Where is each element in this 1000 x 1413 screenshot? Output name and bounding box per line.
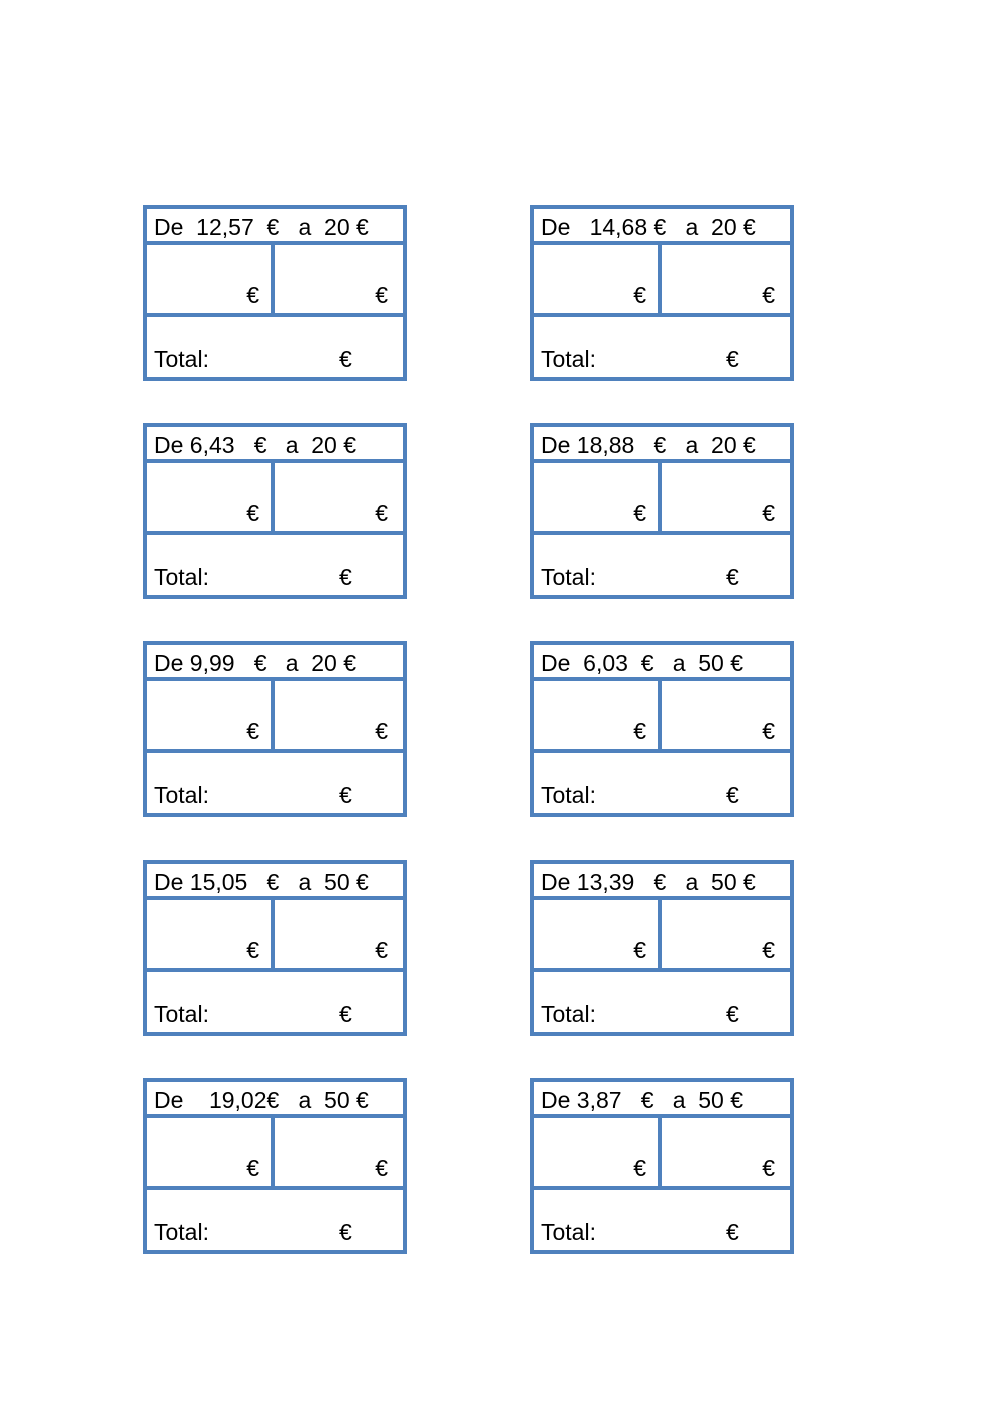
card-header-text: De 9,99 € a 20 €: [154, 650, 357, 676]
amount-cell-left[interactable]: [534, 245, 658, 313]
total-row[interactable]: [534, 972, 790, 1032]
currency-symbol: €: [246, 282, 259, 308]
amount-cell-right[interactable]: [275, 245, 403, 313]
total-currency-symbol: €: [726, 1001, 739, 1027]
card-amount-row: [147, 463, 403, 535]
card-amount-row: [534, 681, 790, 753]
total-currency-symbol: €: [726, 782, 739, 808]
currency-symbol: €: [375, 718, 388, 744]
total-row[interactable]: [534, 535, 790, 595]
card-amount-row: [147, 900, 403, 972]
card-header: [147, 645, 403, 681]
currency-symbol: €: [633, 718, 646, 744]
amount-cell-right[interactable]: [275, 1118, 403, 1186]
amount-cell-left[interactable]: [147, 245, 271, 313]
total-currency-symbol: €: [339, 1001, 352, 1027]
total-row[interactable]: [147, 753, 403, 813]
currency-symbol: €: [246, 500, 259, 526]
money-card-4: [530, 423, 794, 599]
money-card-1: [143, 205, 407, 381]
card-header: [534, 1082, 790, 1118]
currency-symbol: €: [762, 937, 775, 963]
total-row[interactable]: [147, 972, 403, 1032]
currency-symbol: €: [762, 718, 775, 744]
card-header-text: De 14,68 € a 20 €: [541, 214, 756, 240]
card-header-text: De 3,87 € a 50 €: [541, 1087, 744, 1113]
currency-symbol: €: [762, 282, 775, 308]
currency-symbol: €: [633, 937, 646, 963]
card-header: [534, 864, 790, 900]
card-header: [147, 427, 403, 463]
card-amount-row: [534, 900, 790, 972]
amount-cell-left[interactable]: [534, 900, 658, 968]
card-header-text: De 6,03 € a 50 €: [541, 650, 744, 676]
total-currency-symbol: €: [339, 1219, 352, 1245]
money-card-9: [143, 1078, 407, 1254]
card-amount-row: [147, 681, 403, 753]
total-row[interactable]: [534, 317, 790, 377]
currency-symbol: €: [375, 500, 388, 526]
total-label: Total:: [541, 782, 596, 808]
amount-cell-right[interactable]: [275, 681, 403, 749]
money-card-6: [530, 641, 794, 817]
card-amount-row: [534, 1118, 790, 1190]
amount-cell-left[interactable]: [147, 900, 271, 968]
card-header: [534, 645, 790, 681]
amount-cell-left[interactable]: [534, 1118, 658, 1186]
total-label: Total:: [541, 1219, 596, 1245]
card-header-text: De 19,02€ a 50 €: [154, 1087, 369, 1113]
currency-symbol: €: [375, 937, 388, 963]
currency-symbol: €: [246, 1155, 259, 1181]
amount-cell-left[interactable]: [147, 1118, 271, 1186]
currency-symbol: €: [762, 500, 775, 526]
total-label: Total:: [154, 1001, 209, 1027]
currency-symbol: €: [375, 1155, 388, 1181]
currency-symbol: €: [633, 500, 646, 526]
amount-cell-left[interactable]: [147, 463, 271, 531]
money-card-8: [530, 860, 794, 1036]
total-currency-symbol: €: [339, 346, 352, 372]
card-amount-row: [147, 1118, 403, 1190]
amount-cell-right[interactable]: [662, 463, 790, 531]
amount-cell-left[interactable]: [534, 681, 658, 749]
amount-cell-right[interactable]: [662, 245, 790, 313]
money-card-3: [143, 423, 407, 599]
card-amount-row: [147, 245, 403, 317]
money-card-10: [530, 1078, 794, 1254]
total-row[interactable]: [147, 535, 403, 595]
total-currency-symbol: €: [339, 782, 352, 808]
total-label: Total:: [154, 1219, 209, 1245]
total-label: Total:: [154, 346, 209, 372]
card-header-text: De 18,88 € a 20 €: [541, 432, 756, 458]
money-card-2: [530, 205, 794, 381]
amount-cell-right[interactable]: [275, 463, 403, 531]
currency-symbol: €: [246, 718, 259, 744]
total-label: Total:: [541, 1001, 596, 1027]
money-card-5: [143, 641, 407, 817]
total-label: Total:: [541, 564, 596, 590]
card-header: [147, 1082, 403, 1118]
total-label: Total:: [541, 346, 596, 372]
amount-cell-right[interactable]: [662, 681, 790, 749]
currency-symbol: €: [375, 282, 388, 308]
card-header-text: De 13,39 € a 50 €: [541, 869, 756, 895]
total-label: Total:: [154, 564, 209, 590]
total-row[interactable]: [534, 753, 790, 813]
total-row[interactable]: [534, 1190, 790, 1250]
amount-cell-right[interactable]: [662, 900, 790, 968]
card-header-text: De 15,05 € a 50 €: [154, 869, 369, 895]
total-row[interactable]: [147, 317, 403, 377]
card-header: [147, 209, 403, 245]
amount-cell-left[interactable]: [534, 463, 658, 531]
total-currency-symbol: €: [726, 346, 739, 372]
currency-symbol: €: [633, 282, 646, 308]
amount-cell-right[interactable]: [662, 1118, 790, 1186]
total-label: Total:: [154, 782, 209, 808]
card-header-text: De 12,57 € a 20 €: [154, 214, 369, 240]
total-currency-symbol: €: [726, 564, 739, 590]
total-row[interactable]: [147, 1190, 403, 1250]
card-header: [534, 209, 790, 245]
card-amount-row: [534, 463, 790, 535]
amount-cell-left[interactable]: [147, 681, 271, 749]
card-header-text: De 6,43 € a 20 €: [154, 432, 357, 458]
total-currency-symbol: €: [339, 564, 352, 590]
currency-symbol: €: [762, 1155, 775, 1181]
total-currency-symbol: €: [726, 1219, 739, 1245]
currency-symbol: €: [633, 1155, 646, 1181]
money-card-7: [143, 860, 407, 1036]
card-header: [147, 864, 403, 900]
currency-symbol: €: [246, 937, 259, 963]
card-header: [534, 427, 790, 463]
amount-cell-right[interactable]: [275, 900, 403, 968]
card-amount-row: [534, 245, 790, 317]
